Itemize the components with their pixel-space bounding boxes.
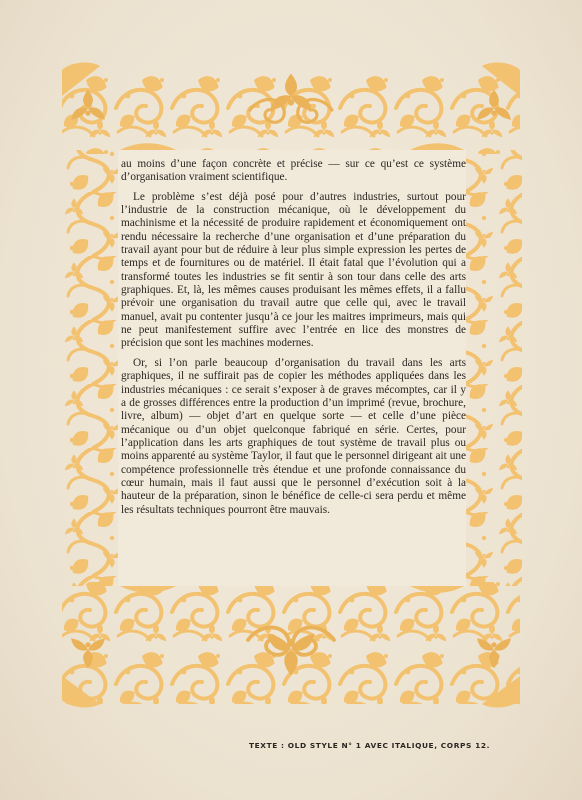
text-block [121,158,466,578]
paragraph-2: Le problème s’est déjà posé pour d’autres industries, surtout pour l’industrie de la construction mécanique, où le développement du machinisme et la nécessité de produire rapidement et économiquement ont rendu nécessaire la recherche d’une organisation et d’une préparation du travail ayant pour but de réduire à leur plus simple expression les pertes de temps et de fournitures ou de matériel. Il était fatal que l’évolution qui a transformé toutes les industries se fit sentir à son tour dans celle des arts graphiques. Et, là, les mêmes causes produisant les mêmes effets, il a fallu prévoir une organisation du travail autre que celle qui, avec le travail manuel, avait pu contenter jusqu’à ce jour les maitres imprimeurs, mais qui ne peut manifestement suffire avec l’entrée en lice des monstres de précision que sont les machines modernes. [121,190,466,350]
paragraph-1: au moins d’une façon concrète et précise — sur ce qu’est ce système d’organisation vraiment scientifique. [121,158,466,184]
paragraph-3: Or, si l’on parle beaucoup d’organisation du travail dans les arts graphiques, il ne suffirait pas de copier les méthodes appliquées dans les industries mécaniques : ce serait s’exposer à de graves mécomptes, car il y a de grosses différences entre la production d’un imprimé (revue, brochure, livre, album) — objet d’art en quelque sorte — et celle d’une pièce mécanique ou d’un objet quelconque fabriqué en série. Certes, pour l’application dans les arts graphiques de tout système de travail plus ou moins apparenté au système Taylor, il faut que le personnel dirigeant ait une compétence professionnelle très étendue et une profonde connaissance du cœur humain, mais il faut aussi que le personnel d’exécution soit à la hauteur de la préparation, sinon le bénéfice de celle-ci sera perdu et même les résultats techniques pourront être mauvais. [121,356,466,516]
right-ornament-band [466,150,522,586]
left-ornament-band [62,150,118,586]
colophon-caption: TEXTE : OLD STYLE N° 1 AVEC ITALIQUE, CORPS 12. [249,741,490,750]
